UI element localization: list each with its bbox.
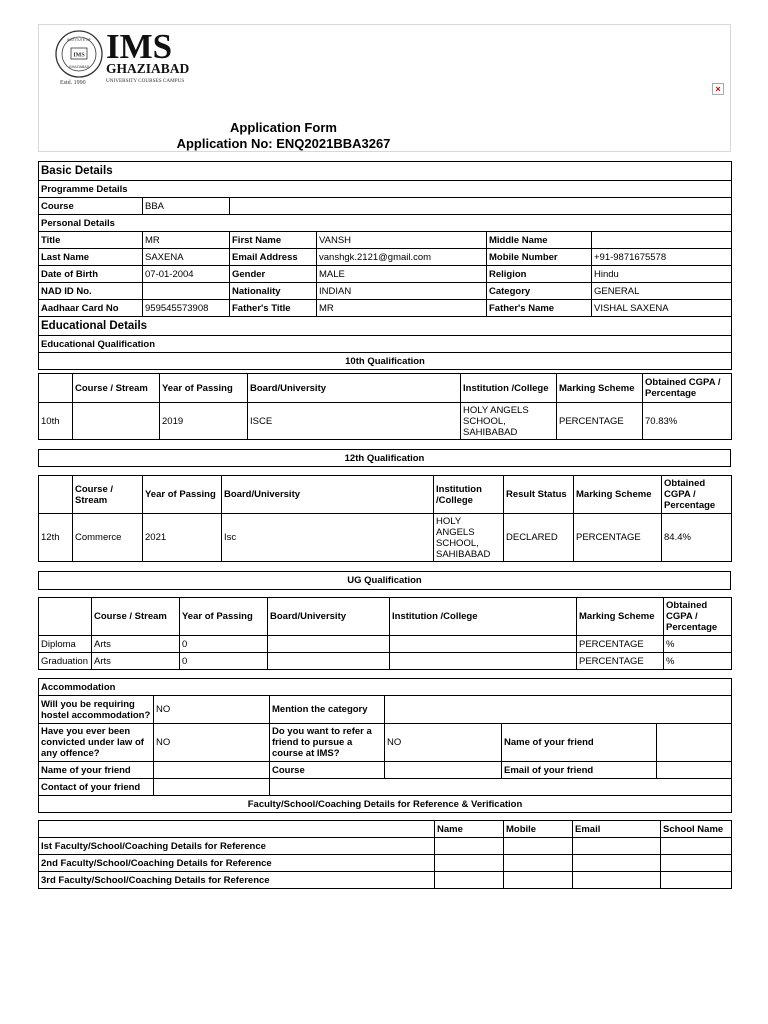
table-row bbox=[39, 403, 732, 440]
table-header-cell: Mobile bbox=[504, 821, 573, 838]
ug-qualification-heading: UG Qualification bbox=[39, 572, 731, 590]
table-cell: 0 bbox=[180, 653, 268, 670]
nationality-value: INDIAN bbox=[317, 283, 487, 300]
reference-row-label: Ist Faculty/School/Coaching Details for Reference bbox=[39, 838, 435, 855]
convicted-label: Have you ever been convicted under law of any offence? bbox=[39, 724, 154, 762]
hostel-value: NO bbox=[154, 696, 270, 724]
accommodation-heading: Accommodation bbox=[39, 679, 732, 696]
table-cell: Commerce bbox=[73, 514, 143, 562]
table-header-cell: Obtained CGPA / Percentage bbox=[643, 374, 732, 403]
table-cell bbox=[661, 872, 732, 889]
table-cell: Graduation bbox=[39, 653, 92, 670]
logo-estd: Estd. 1990 bbox=[60, 80, 86, 86]
basic-details-heading: Basic Details bbox=[39, 162, 732, 181]
table-cell bbox=[661, 838, 732, 855]
aadhaar-label: Aadhaar Card No bbox=[39, 300, 143, 317]
table-row bbox=[39, 838, 732, 855]
friend-name-label-right: Name of your friend bbox=[502, 724, 657, 762]
first-name-label: First Name bbox=[230, 232, 317, 249]
table-header-cell: Year of Passing bbox=[180, 598, 268, 636]
friend-contact-label: Contact of your friend bbox=[39, 779, 154, 796]
refer-friend-value: NO bbox=[385, 724, 502, 762]
reference-table bbox=[38, 820, 732, 889]
table-header-cell: Course / Stream bbox=[92, 598, 180, 636]
convicted-value: NO bbox=[154, 724, 270, 762]
table-cell: PERCENTAGE bbox=[557, 403, 643, 440]
educational-details-heading: Educational Details bbox=[39, 317, 732, 336]
religion-label: Religion bbox=[487, 266, 592, 283]
table-cell: 10th bbox=[39, 403, 73, 440]
form-title-text: Application Form bbox=[230, 120, 337, 135]
gender-label: Gender bbox=[230, 266, 317, 283]
table-header-cell: Course / Stream bbox=[73, 476, 143, 514]
nationality-label: Nationality bbox=[230, 283, 317, 300]
basic-details-table bbox=[38, 161, 732, 370]
friend-name-value bbox=[154, 762, 270, 779]
friend-email-label: Email of your friend bbox=[502, 762, 657, 779]
twelfth-heading-table bbox=[38, 449, 731, 467]
table-header-cell bbox=[39, 821, 435, 838]
friend-name-label: Name of your friend bbox=[39, 762, 154, 779]
table-row bbox=[39, 821, 732, 838]
table-header-cell: Institution /College bbox=[461, 374, 557, 403]
table-row bbox=[39, 872, 732, 889]
father-name-label: Father's Name bbox=[487, 300, 592, 317]
personal-details-heading: Personal Details bbox=[39, 215, 732, 232]
table-header-cell: Marking Scheme bbox=[577, 598, 664, 636]
friend-course-label: Course bbox=[270, 762, 385, 779]
aadhaar-value: 959545573908 bbox=[143, 300, 230, 317]
table-header-cell: Year of Passing bbox=[143, 476, 222, 514]
table-cell bbox=[435, 855, 504, 872]
table-header-cell: Year of Passing bbox=[160, 374, 248, 403]
table-row bbox=[39, 476, 732, 514]
table-cell: HOLY ANGELS SCHOOL, SAHIBABAD bbox=[434, 514, 504, 562]
table-cell: 2019 bbox=[160, 403, 248, 440]
table-header-cell: Institution /College bbox=[390, 598, 577, 636]
educational-qualification-heading: Educational Qualification bbox=[39, 336, 732, 353]
course-value: BBA bbox=[143, 198, 230, 215]
table-cell: PERCENTAGE bbox=[577, 653, 664, 670]
tenth-qualification-heading: 10th Qualification bbox=[39, 353, 732, 370]
father-title-label: Father's Title bbox=[230, 300, 317, 317]
table-cell bbox=[504, 838, 573, 855]
mobile-label: Mobile Number bbox=[487, 249, 592, 266]
mobile-value: +91-9871675578 bbox=[592, 249, 732, 266]
friend-email-value bbox=[657, 762, 732, 779]
table-cell bbox=[390, 636, 577, 653]
table-header-cell bbox=[39, 598, 92, 636]
faculty-reference-heading: Faculty/School/Coaching Details for Reference & Verification bbox=[39, 796, 732, 813]
table-cell: % bbox=[664, 636, 732, 653]
table-cell: 2021 bbox=[143, 514, 222, 562]
table-header-cell: Course / Stream bbox=[73, 374, 160, 403]
email-value: vanshgk.2121@gmail.com bbox=[317, 249, 487, 266]
table-cell: PERCENTAGE bbox=[574, 514, 662, 562]
category-label: Category bbox=[487, 283, 592, 300]
table-cell: Isc bbox=[222, 514, 434, 562]
table-cell: % bbox=[664, 653, 732, 670]
table-cell: Arts bbox=[92, 653, 180, 670]
course-empty-cell bbox=[230, 198, 732, 215]
header-box bbox=[38, 24, 731, 152]
table-cell bbox=[268, 636, 390, 653]
table-cell: 70.83% bbox=[643, 403, 732, 440]
table-header-cell: Marking Scheme bbox=[574, 476, 662, 514]
friend-name-value-right bbox=[657, 724, 732, 762]
email-label: Email Address bbox=[230, 249, 317, 266]
table-header-cell: Obtained CGPA / Percentage bbox=[664, 598, 732, 636]
table-header-cell: Board/University bbox=[268, 598, 390, 636]
accommodation-table bbox=[38, 678, 732, 813]
twelfth-qualification-heading: 12th Qualification bbox=[39, 450, 731, 467]
svg-text:GHAZIABAD: GHAZIABAD bbox=[68, 65, 90, 69]
table-header-cell: Marking Scheme bbox=[557, 374, 643, 403]
category-mention-label: Mention the category bbox=[270, 696, 385, 724]
table-cell bbox=[268, 653, 390, 670]
father-name-value: VISHAL SAXENA bbox=[592, 300, 732, 317]
gender-value: MALE bbox=[317, 266, 487, 283]
table-cell: 0 bbox=[180, 636, 268, 653]
application-number: Application No: ENQ2021BBA3267 bbox=[176, 136, 391, 151]
logo-tagline: UNIVERSITY COURSES CAMPUS bbox=[106, 78, 185, 84]
title-label: Title bbox=[39, 232, 143, 249]
table-cell: Diploma bbox=[39, 636, 92, 653]
table-cell bbox=[504, 872, 573, 889]
table-cell bbox=[661, 855, 732, 872]
father-title-value: MR bbox=[317, 300, 487, 317]
table-cell bbox=[73, 403, 160, 440]
table-header-cell: School Name bbox=[661, 821, 732, 838]
last-name-label: Last Name bbox=[39, 249, 143, 266]
table-cell: PERCENTAGE bbox=[577, 636, 664, 653]
table-row bbox=[39, 653, 732, 670]
dob-label: Date of Birth bbox=[39, 266, 143, 283]
middle-name-label: Middle Name bbox=[487, 232, 592, 249]
dob-value: 07-01-2004 bbox=[143, 266, 230, 283]
table-header-cell: Institution /College bbox=[434, 476, 504, 514]
table-header-cell: Name bbox=[435, 821, 504, 838]
religion-value: Hindu bbox=[592, 266, 732, 283]
table-header-cell bbox=[39, 476, 73, 514]
table-cell bbox=[390, 653, 577, 670]
reference-row-label: 3rd Faculty/School/Coaching Details for Reference bbox=[39, 872, 435, 889]
table-cell: DECLARED bbox=[504, 514, 574, 562]
hostel-label: Will you be requiring hostel accommodation? bbox=[39, 696, 154, 724]
table-row bbox=[39, 855, 732, 872]
table-header-cell: Board/University bbox=[248, 374, 461, 403]
table-row bbox=[39, 636, 732, 653]
twelfth-qualification-table bbox=[38, 475, 732, 562]
table-row bbox=[39, 374, 732, 403]
table-header-cell: Obtained CGPA / Percentage bbox=[662, 476, 732, 514]
category-value: GENERAL bbox=[592, 283, 732, 300]
refer-friend-label: Do you want to refer a friend to pursue a course at IMS? bbox=[270, 724, 385, 762]
last-name-value: SAXENA bbox=[143, 249, 230, 266]
logo-title: IMS bbox=[106, 28, 173, 66]
nad-id-value bbox=[143, 283, 230, 300]
table-cell: Arts bbox=[92, 636, 180, 653]
tenth-qualification-table bbox=[38, 373, 732, 440]
table-cell: HOLY ANGELS SCHOOL, SAHIBABAD bbox=[461, 403, 557, 440]
table-cell bbox=[573, 838, 661, 855]
title-value: MR bbox=[143, 232, 230, 249]
table-cell bbox=[573, 855, 661, 872]
first-name-value: VANSH bbox=[317, 232, 487, 249]
table-cell bbox=[504, 855, 573, 872]
category-mention-value bbox=[385, 696, 732, 724]
table-header-cell: Board/University bbox=[222, 476, 434, 514]
nad-id-label: NAD ID No. bbox=[39, 283, 143, 300]
ug-heading-table bbox=[38, 571, 731, 590]
table-header-cell: Result Status bbox=[504, 476, 574, 514]
table-cell bbox=[435, 872, 504, 889]
table-row bbox=[39, 598, 732, 636]
svg-text:IMS: IMS bbox=[73, 52, 85, 59]
ug-qualification-table bbox=[38, 597, 732, 670]
table-cell: 84.4% bbox=[662, 514, 732, 562]
table-cell bbox=[435, 838, 504, 855]
ims-logo bbox=[50, 28, 200, 86]
reference-row-label: 2nd Faculty/School/Coaching Details for Reference bbox=[39, 855, 435, 872]
middle-name-value bbox=[592, 232, 732, 249]
table-cell: 12th bbox=[39, 514, 73, 562]
table-row bbox=[39, 514, 732, 562]
svg-text:INSTITUTE OF: INSTITUTE OF bbox=[67, 38, 91, 42]
logo-subtitle: GHAZIABAD bbox=[106, 61, 190, 76]
form-title bbox=[176, 120, 391, 152]
table-cell: ISCE bbox=[248, 403, 461, 440]
friend-contact-empty bbox=[270, 779, 732, 796]
table-header-cell bbox=[39, 374, 73, 403]
course-label: Course bbox=[39, 198, 143, 215]
friend-contact-value bbox=[154, 779, 270, 796]
broken-image-icon: × bbox=[712, 83, 724, 95]
table-header-cell: Email bbox=[573, 821, 661, 838]
table-cell bbox=[573, 872, 661, 889]
programme-details-heading: Programme Details bbox=[39, 181, 732, 198]
friend-course-value bbox=[385, 762, 502, 779]
